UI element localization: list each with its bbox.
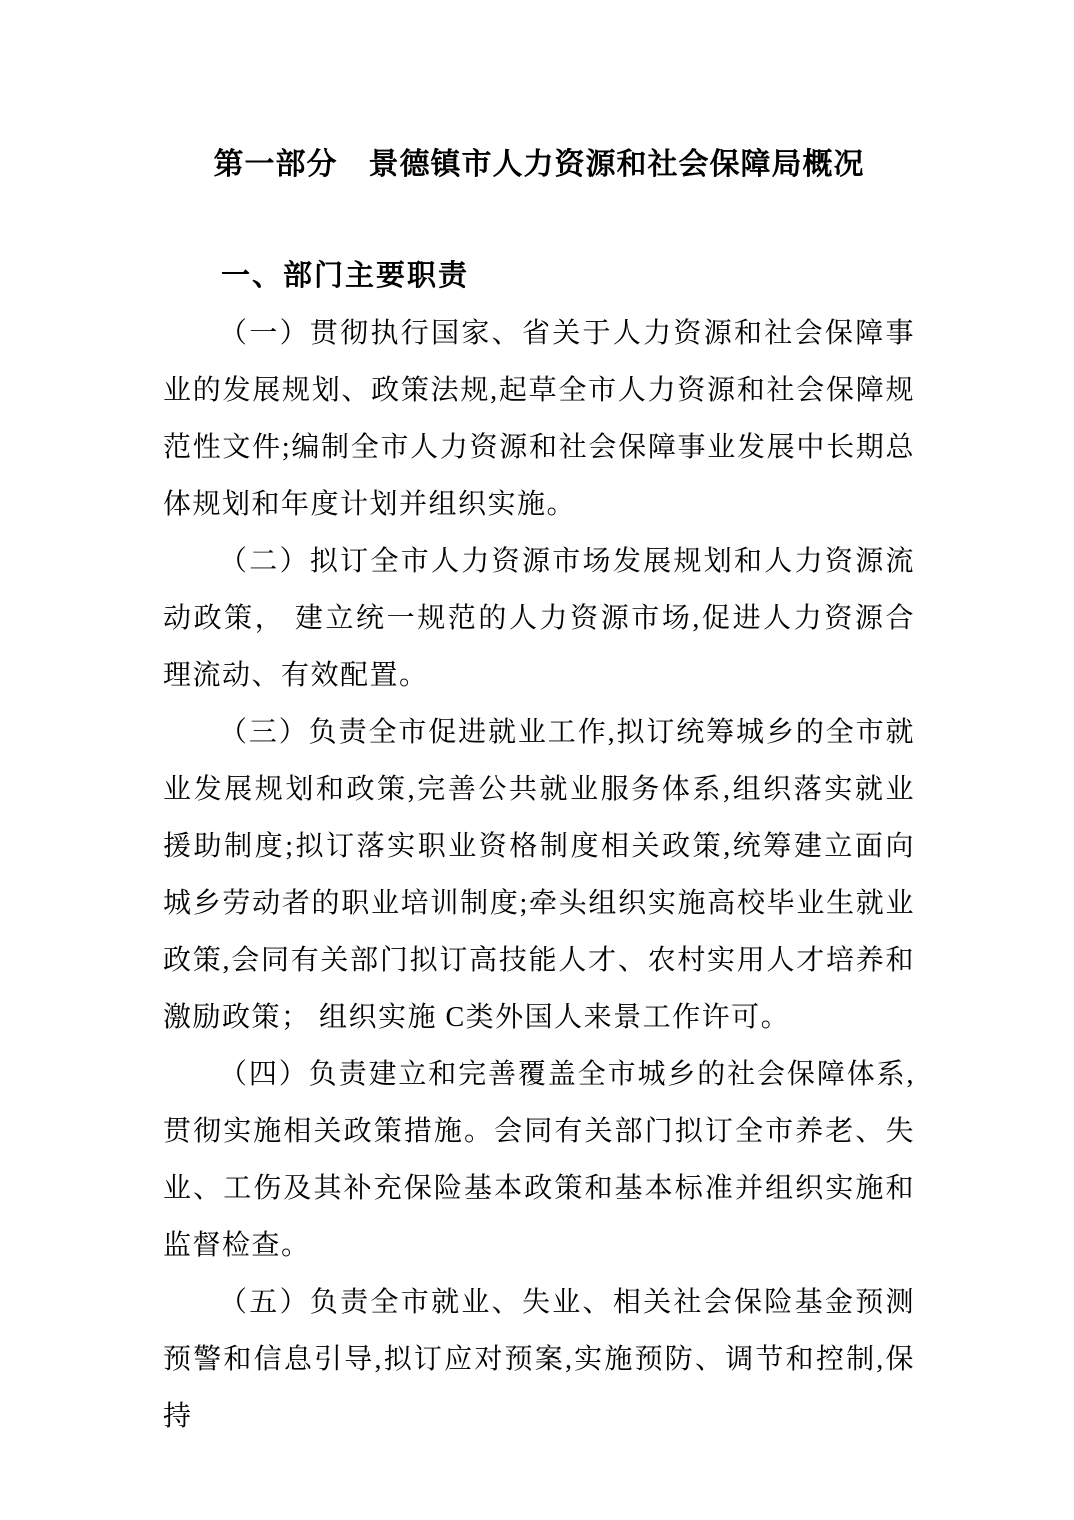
paragraph-duty-3: （三）负责全市促进就业工作,拟订统筹城乡的全市就业发展规划和政策,完善公共就业服务体系,组织落实就业援助制度;拟订落实职业资格制度相关政策,统筹建立面向城乡劳动者的职业培训制度;牵头组织实施高校毕业生就业政策,会同有关部门拟订高技能人才、农村实用人才培养和激励政策； 组织实施 C类外国人来景工作许可。 bbox=[163, 717, 915, 1033]
paragraph-duty-4: （四）负责建立和完善覆盖全市城乡的社会保障体系,贯彻实施相关政策措施。会同有关部门拟订全市养老、失业、工伤及其补充保险基本政策和基本标准并组织实施和监督检查。 bbox=[163, 1059, 915, 1261]
document-body bbox=[163, 305, 915, 1445]
paragraph-duty-2: （二）拟订全市人力资源市场发展规划和人力资源流动政策， 建立统一规范的人力资源市场,促进人力资源合理流动、有效配置。 bbox=[163, 546, 915, 691]
paragraph-duty-1: （一）贯彻执行国家、省关于人力资源和社会保障事业的发展规划、政策法规,起草全市人力资源和社会保障规范性文件;编制全市人力资源和社会保障事业发展中长期总体规划和年度计划并组织实施。 bbox=[163, 318, 915, 520]
document-content bbox=[163, 0, 915, 1445]
document-title: 第一部分 景德镇市人力资源和社会保障局概况 bbox=[213, 148, 865, 181]
paragraph-duty-5: （五）负责全市就业、失业、相关社会保险基金预测预警和信息引导,拟订应对预案,实施预防、调节和控制,保持 bbox=[163, 1287, 915, 1432]
section-heading: 一、部门主要职责 bbox=[221, 260, 470, 292]
